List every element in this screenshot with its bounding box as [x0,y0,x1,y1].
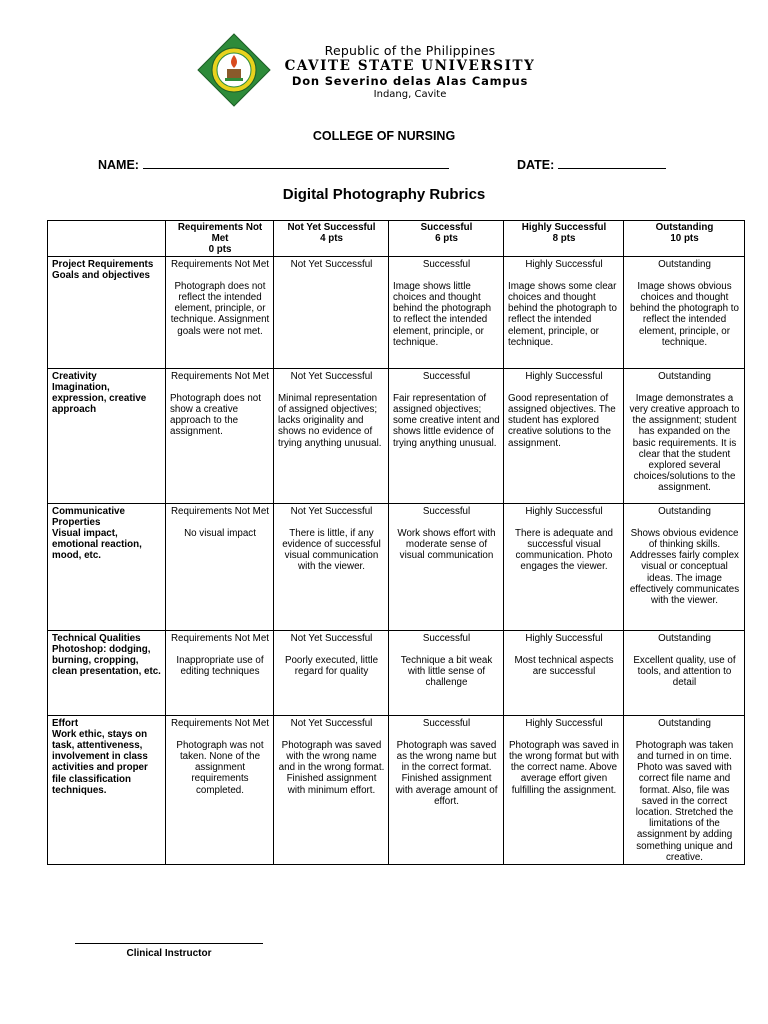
column-header: Highly Successful 8 pts [504,221,624,257]
cell-description: Fair representation of assigned objectives; some creative intent and shows little evidence of trying anything unusual. [393,392,500,449]
cell-level-label: Highly Successful [525,258,603,270]
cell-description: There is adequate and successful visual communication. Photo engages the viewer. [514,527,614,573]
cell-description: Photograph does not reflect the intended element, principle, or technique. Assignment goals were not met. [170,280,270,337]
cell-description: Image shows obvious choices and thought behind the photograph to reflect the intended element, principle, or technique. [630,280,739,348]
criterion-cell: Creativity Imagination, expression, creative approach [48,368,166,503]
rubric-cell [389,503,504,630]
rubric-header-row [48,221,745,257]
university-name: CAVITE STATE UNIVERSITY [284,58,536,74]
column-header: Outstanding 10 pts [624,221,745,257]
cell-description: Photograph was saved in the wrong format but with the correct name. Above average effort given fulfilling the assignment. [508,739,619,796]
rubric-cell [166,256,274,368]
criterion-cell: Project Requirements Goals and objectives [48,256,166,368]
cell-level-label: Not Yet Successful [290,717,373,729]
cell-level-label: Not Yet Successful [290,370,373,382]
rubric-cell [624,368,745,503]
cell-level-label: Successful [422,370,471,382]
cell-description: Technique a bit weak with little sense of challenge [400,654,493,689]
column-header: Successful 6 pts [389,221,504,257]
cell-level-label: Not Yet Successful [290,505,373,517]
cell-level-label: Successful [422,258,471,270]
campus-name: Don Severino delas Alas Campus [291,74,529,88]
cell-description: Good representation of assigned objectives. The student has explored creative solutions to the assignment. [508,392,616,449]
rubric-cell [504,368,624,503]
cell-description: Inappropriate use of editing techniques [176,654,264,678]
rubric-cell [166,630,274,715]
letterhead [280,44,540,101]
name-blank-line [143,157,449,169]
name-label: NAME: [98,158,139,172]
rubric-cell [504,256,624,368]
rubric-cell [389,368,504,503]
column-header: Requirements Not Met 0 pts [166,221,274,257]
cell-description: Photograph was not taken. None of the assignment requirements completed. [176,739,264,796]
rubric-table [47,220,745,865]
rubric-cell [274,630,389,715]
criterion-cell: Technical Qualities Photoshop: dodging, burning, cropping, clean presentation, etc. [48,630,166,715]
cell-description: Poorly executed, little regard for quality [284,654,379,678]
rubric-row [48,715,745,864]
rubric-cell [624,256,745,368]
rubric-cell [274,368,389,503]
rubric-row [48,630,745,715]
rubric-cell [274,503,389,630]
rubric-cell [274,256,389,368]
cell-level-label: Highly Successful [525,370,603,382]
cell-description: Most technical aspects are successful [514,654,614,678]
rubric-cell [624,715,745,864]
cell-level-label: Outstanding [658,717,711,729]
criterion-cell: Communicative Properties Visual impact, emotional reaction, mood, etc. [48,503,166,630]
cell-level-label: Requirements Not Met [170,505,269,517]
date-field [517,157,666,172]
cell-description: Work shows effort with moderate sense of visual communication [397,527,496,562]
cell-description: Photograph was taken and turned in on time. Photo was saved with correct file name and format. Also, file was saved in the correct location. Stretched the limitations of the assignment by adding something unique and creative. [635,739,734,863]
university-seal-logo [197,33,271,107]
cell-description: Shows obvious evidence of thinking skills. Addresses fairly complex visual or conceptual ideas. The image effectively communicates with the viewer. [629,527,740,607]
cell-level-label: Requirements Not Met [170,717,269,729]
cell-description: There is little, if any evidence of successful visual communication with the viewer. [282,527,381,573]
rubric-cell [274,715,389,864]
rubric-cell [624,630,745,715]
signature-line [75,943,263,944]
rubric-cell [389,715,504,864]
cell-level-label: Requirements Not Met [170,632,269,644]
rubric-row [48,256,745,368]
signature-block [75,943,263,959]
rubric-cell [166,715,274,864]
cell-level-label: Successful [422,717,471,729]
cell-level-label: Outstanding [658,632,711,644]
cell-level-label: Not Yet Successful [290,632,373,644]
cell-description: Image shows little choices and thought behind the photograph to reflect the intended element, principle, or technique. [393,280,492,348]
rubric-cell [504,715,624,864]
cell-level-label: Outstanding [658,505,711,517]
cell-level-label: Outstanding [658,370,711,382]
cell-level-label: Outstanding [658,258,711,270]
rubric-row [48,368,745,503]
cell-description: Minimal representation of assigned objectives; lacks originality and shows no evidence of trying anything unusual. [278,392,382,449]
signature-label: Clinical Instructor [126,948,212,959]
rubric-cell [504,630,624,715]
college-name: COLLEGE OF NURSING [312,129,456,143]
name-field [98,157,449,172]
cell-description: No visual impact [184,527,256,539]
criterion-cell: Effort Work ethic, stays on task, attentiveness, involvement in class activities and proper file classification techniques. [48,715,166,864]
rubric-cell [166,503,274,630]
cell-description: Photograph was saved with the wrong name and in the wrong format. Finished assignment with minimum effort. [278,739,385,796]
cell-level-label: Highly Successful [525,632,603,644]
column-header: Not Yet Successful 4 pts [274,221,389,257]
campus-town: Indang, Cavite [373,89,447,100]
page-title: Digital Photography Rubrics [282,186,486,203]
rubric-cell [166,368,274,503]
cell-description: Excellent quality, use of tools, and attention to detail [633,654,736,689]
cell-level-label: Successful [422,505,471,517]
date-label: DATE: [517,158,555,172]
republic-line: Republic of the Philippines [324,43,496,58]
cell-level-label: Highly Successful [525,717,603,729]
rubric-cell [624,503,745,630]
cell-description: Photograph was saved as the wrong name but in the correct format. Finished assignment with average amount of effort. [395,739,498,807]
rubric-row [48,503,745,630]
rubric-cell [389,630,504,715]
cell-level-label: Not Yet Successful [290,258,373,270]
cell-level-label: Highly Successful [525,505,603,517]
criteria-header [48,221,166,257]
cell-description: Image shows some clear choices and thought behind the photograph to reflect the intended element, principle, or technique. [508,280,617,348]
cell-description: Photograph does not show a creative approach to the assignment. [170,392,261,438]
cell-level-label: Requirements Not Met [170,258,269,270]
rubric-cell [389,256,504,368]
rubric-cell [504,503,624,630]
cell-description: Image demonstrates a very creative approach to the assignment; student has expanded on the basic requirements. It is clear that the student explored several choices/solutions to the assignment. [629,392,740,494]
date-blank-line [558,157,666,169]
cell-level-label: Requirements Not Met [170,370,269,382]
cell-level-label: Successful [422,632,471,644]
